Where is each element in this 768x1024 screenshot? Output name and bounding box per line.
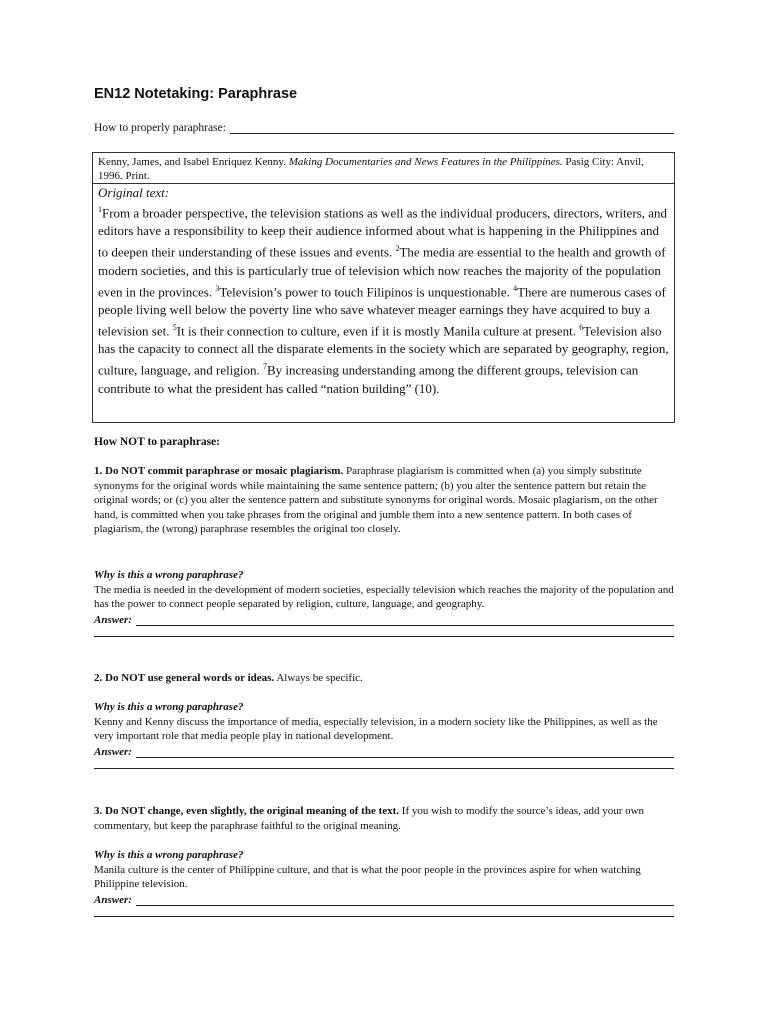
how-to-paraphrase-label: How to properly paraphrase: [94, 122, 226, 134]
sentence-5: It is their connection to culture, even if it is mostly Manila culture at present. [176, 323, 577, 339]
how-to-paraphrase-line [94, 122, 674, 134]
rule-3-answer-label: Answer: [94, 893, 132, 906]
rule-1-body: Paraphrase plagiarism is committed when (a) you simply substitute synonyms for the original words while maintaining the same sentence pattern; (b) you alter the sentence pattern but retain the original words; or (c) you alter the sentence pattern and substitute synonyms for original words. Mosaic plagiarism, on the other hand, is committed when you take phrases from the original and jumble them into a new sentence pattern. In both cases of plagiarism, the (wrong) paraphrase resembles the original too closely. [94, 465, 658, 535]
rule-1-why-label: Why is this a wrong paraphrase? [94, 569, 244, 581]
rule-1-answer-label: Answer: [94, 613, 132, 626]
rule-3-exercise [94, 848, 674, 917]
citation-book-title: Making Documentaries and News Features in the Philippines. [288, 156, 563, 168]
sentence-6: Television also has the capacity to connect all the disparate elements in the society which are separated by geography, region, culture, language, and religion. [98, 323, 669, 378]
rule-2-answer-label: Answer: [94, 745, 132, 758]
rule-1-exercise [94, 568, 674, 637]
rule-3-body: If you wish to modify the source’s ideas, add your own commentary, but keep the paraphrase faithful to the original meaning. [94, 805, 645, 832]
sentence-2: The media are essential to the health and growth of modern societies, and this is particularly true of television which now reaches the majority of the population even in the provinces. [98, 244, 666, 299]
rule-3-heading: 3. Do NOT change, even slightly, the original meaning of the text. [94, 805, 400, 817]
rule-2-answer-line [94, 744, 674, 758]
rule-2-answer-blank-2[interactable] [94, 758, 674, 769]
rule-2-body: Always be specific. [276, 672, 363, 684]
rule-1-answer-blank-2[interactable] [94, 626, 674, 637]
rule-1-answer-line [94, 612, 674, 626]
rule-1-heading: 1. Do NOT commit paraphrase or mosaic plagiarism. [94, 465, 344, 477]
rule-3-why-label: Why is this a wrong paraphrase? [94, 849, 244, 861]
citation-authors: Kenny, James, and Isabel Enriquez Kenny. [98, 156, 286, 168]
rule-3-answer-line [94, 892, 674, 906]
rule-3-answer-blank[interactable] [136, 895, 674, 906]
original-text-body: $^1$From a broader perspective, the television stations as well as the individual producers, directors, writers, and editors have a responsibility to keep their audience informed about what is happening in the Philippines and to deepen their understanding of these issues and events. $^2$The media are essential to the health and growth of modern societies, and this is particularly true of television which now reaches the majority of the population even in the provinces. $^3$Television’s power to touch Filipinos is unquestionable. $^4$There are numerous cases of people living well below the poverty line who save whatever meager earnings they have acquired to buy a television set. $^5$It is their connection to culture, even if it is mostly Manila culture at present. $^6$Television also has the capacity to connect all the disparate elements in the society which are separated by geography, region, culture, language, and religion. $^7$By increasing understanding among the different groups, television can contribute to what the president has called “nation building” (10). [98, 205, 669, 396]
rule-2-why-label: Why is this a wrong paraphrase? [94, 701, 244, 713]
citation-publisher: Pasig City: Anvil, 1996. Print. [98, 156, 644, 182]
original-text-label: Original text: [98, 185, 170, 200]
rule-3 [94, 804, 676, 833]
sentence-1: From a broader perspective, the television stations as well as the individual producers, directors, writers, and editors have a responsibility to keep their audience informed about what is happening in the Philippines and to deepen their understanding of these issues and events. [98, 205, 667, 260]
rule-3-answer-blank-2[interactable] [94, 906, 674, 917]
rule-3-example: Manila culture is the center of Philippine culture, and that is what the poor people in the provinces aspire for when watching Philippine television. [94, 863, 641, 890]
rule-2-heading: 2. Do NOT use general words or ideas. [94, 672, 275, 684]
page-title: EN12 Notetaking: Paraphrase [94, 86, 298, 102]
original-text-box [92, 183, 675, 423]
sentence-3: Television’s power to touch Filipinos is unquestionable. [219, 283, 510, 299]
rule-1 [94, 464, 676, 537]
sentence-4: There are numerous cases of people living well below the poverty line who save whatever meager earnings they have acquired to buy a television set. [98, 283, 666, 339]
rule-2-answer-blank[interactable] [136, 747, 674, 758]
sentence-7: By increasing understanding among the different groups, television can contribute to what the president has called “nation building” (10). [98, 362, 639, 396]
rule-1-answer-blank[interactable] [136, 615, 674, 626]
citation-box [92, 152, 675, 184]
rule-1-example: The media is needed in the development of modern societies, especially television which reaches the majority of the population and has the power to connect people separated by religion, culture, language, and geography. [94, 583, 674, 610]
how-to-paraphrase-blank[interactable] [230, 122, 674, 134]
rule-2-example: Kenny and Kenny discuss the importance of media, especially television, in a modern society like the Philippines, as well as the very important role that media people play in national development. [94, 715, 658, 742]
how-not-heading: How NOT to paraphrase: [94, 436, 220, 448]
rule-2-exercise [94, 700, 674, 769]
rule-2 [94, 671, 676, 686]
